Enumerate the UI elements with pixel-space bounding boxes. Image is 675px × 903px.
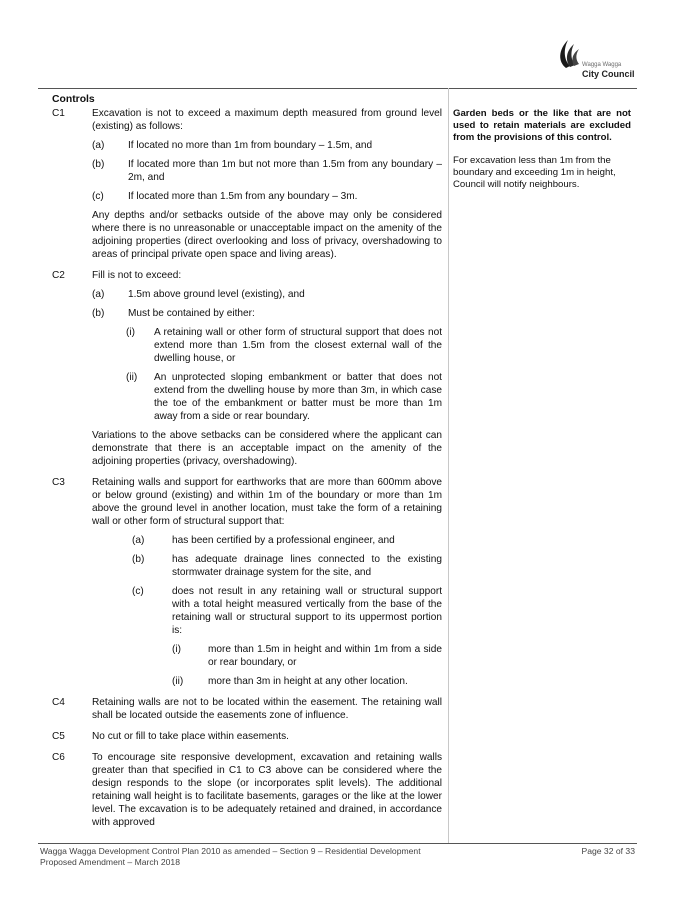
list-label: (c) <box>132 586 144 597</box>
control-number: C3 <box>52 477 65 488</box>
column-divider <box>448 88 449 843</box>
control-c3 <box>52 476 442 688</box>
list-item <box>92 139 442 152</box>
list-label: (b) <box>92 308 105 319</box>
page-number: Page 32 of 33 <box>581 846 635 856</box>
list-text: If located more than 1m but not more than 1.5m from any boundary – 2m, and <box>128 159 442 183</box>
list-label: (c) <box>92 191 104 202</box>
control-number: C6 <box>52 752 65 763</box>
list-label: (b) <box>132 554 145 565</box>
list-text: has adequate drainage lines connected to the existing stormwater drainage system for the site, and <box>172 554 442 578</box>
control-note: Any depths and/or setbacks outside of the above may only be considered where there is no unreasonable or unacceptable impact on the amenity of the adjoining properties (direct overlooking and loss of privacy, overshadowing to areas of principal private open space and living areas). <box>92 210 442 260</box>
list-label: (b) <box>92 159 105 170</box>
list-item <box>172 675 442 688</box>
footer <box>40 846 421 867</box>
list-text: Must be contained by either: <box>128 308 255 319</box>
list-text: An unprotected sloping embankment or batter that does not extend from the dwelling house by more than 3m, in which case the toe of the embankment or batter must be more than 1m away from a side or rear boundary. <box>154 372 442 422</box>
footer-line1: Wagga Wagga Development Control Plan 2010 as amended – Section 9 – Residential Development <box>40 846 421 856</box>
list-text: A retaining wall or other form of structural support that does not extend more than 1.5m from the closest external wall of the dwelling house, or <box>154 327 442 364</box>
control-c4 <box>52 696 442 722</box>
list-label: (ii) <box>126 372 138 383</box>
list-item <box>92 158 442 184</box>
council-logo-icon <box>552 38 582 70</box>
list-item <box>126 326 442 365</box>
list-item <box>92 190 442 203</box>
list-item <box>126 371 442 423</box>
control-text: To encourage site responsive development, excavation and retaining walls greater than that specified in C1 to C3 above can be considered where the design responds to the slope (or incorporates split levels). The additional retaining wall height is to facilitate basements, garages or the like at the lower level. The excavation is to be adequately retained and drained, in accordance with approved <box>92 752 442 828</box>
control-number: C5 <box>52 731 65 742</box>
list-label: (a) <box>92 289 105 300</box>
list-label: (i) <box>172 644 181 655</box>
list-label: (a) <box>92 140 105 151</box>
list-item <box>172 643 442 669</box>
council-logo <box>548 38 634 84</box>
list-text: more than 3m in height at any other location. <box>208 676 408 687</box>
control-text: Retaining walls are not to be located within the easement. The retaining wall shall be located outside the easements zone of influence. <box>92 697 442 721</box>
controls-heading: Controls <box>52 94 95 105</box>
list-text: has been certified by a professional engineer, and <box>172 535 395 546</box>
list-item <box>92 307 442 320</box>
list-text: more than 1.5m in height and within 1m from a side or rear boundary, or <box>208 644 442 668</box>
list-text: If located no more than 1m from boundary – 1.5m, and <box>128 140 373 151</box>
footer-rule <box>38 843 637 844</box>
control-text: No cut or fill to take place within easements. <box>92 731 289 742</box>
logo-text-line2: City Council <box>582 69 635 79</box>
sidebar-bold-note: Garden beds or the like that are not used to retain materials are excluded from the provisions of this control. <box>453 108 631 143</box>
list-label: (i) <box>126 327 135 338</box>
control-text: Retaining walls and support for earthworks that are more than 600mm above or below ground (existing) and within 1m of the boundary or more than 1m above the ground level in another location, must take the form of a retaining wall or other form of structural support that: <box>92 477 442 527</box>
list-item <box>92 585 442 637</box>
control-number: C2 <box>52 270 65 281</box>
control-c2 <box>52 269 442 468</box>
footer-line2: Proposed Amendment – March 2018 <box>40 856 180 867</box>
list-item <box>92 553 442 579</box>
sidebar-notes <box>453 108 631 191</box>
controls-column <box>52 93 442 837</box>
list-text: If located more than 1.5m from any boundary – 3m. <box>128 191 358 202</box>
header-rule <box>38 88 637 89</box>
list-item <box>92 288 442 301</box>
list-label: (ii) <box>172 676 184 687</box>
list-text: 1.5m above ground level (existing), and <box>128 289 305 300</box>
sidebar-note: For excavation less than 1m from the boundary and exceeding 1m in height, Council will notify neighbours. <box>453 155 616 190</box>
list-label: (a) <box>132 535 145 546</box>
control-number: C4 <box>52 697 65 708</box>
control-text: Excavation is not to exceed a maximum depth measured from ground level (existing) as follows: <box>92 108 442 132</box>
control-c6 <box>52 751 442 829</box>
list-text: does not result in any retaining wall or structural support with a total height measured vertically from the base of the retaining wall or structural support to its uppermost portion is: <box>172 586 442 636</box>
control-number: C1 <box>52 108 65 119</box>
logo-text-line1: Wagga Wagga <box>582 62 622 68</box>
control-text: Fill is not to exceed: <box>92 270 182 281</box>
control-c5 <box>52 730 442 743</box>
control-c1 <box>52 107 442 261</box>
list-item <box>92 534 442 547</box>
control-note: Variations to the above setbacks can be considered where the applicant can demonstrate that there is an acceptable impact on the amenity of the adjoining properties (privacy, overshadowing). <box>92 430 442 467</box>
